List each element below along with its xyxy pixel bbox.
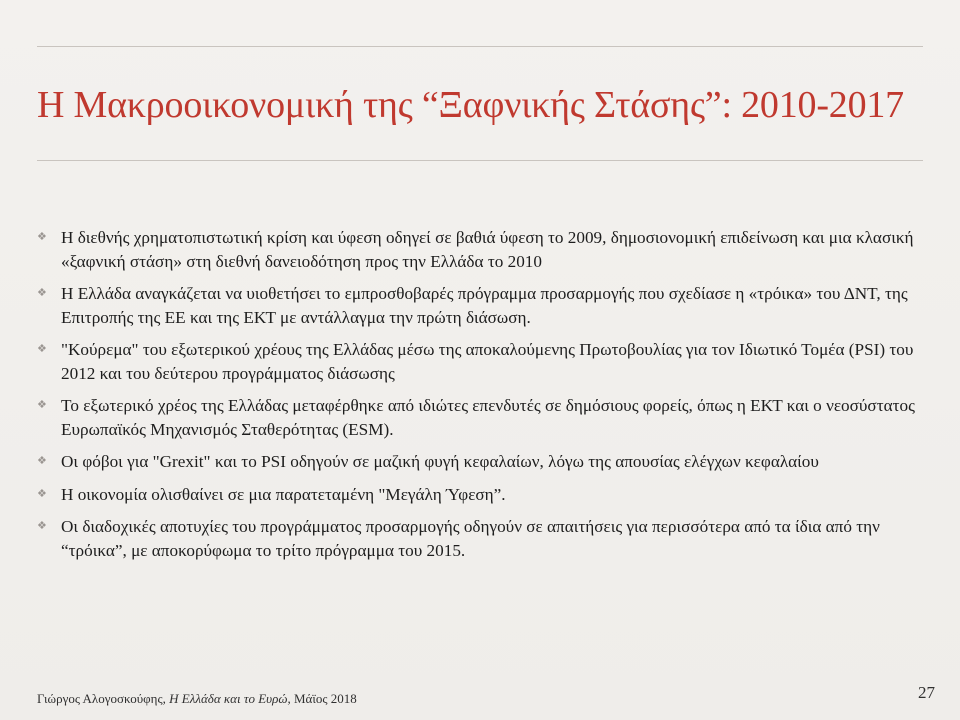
bullet-item — [37, 515, 917, 562]
bullet-text: Η οικονομία ολισθαίνει σε μια παρατεταμένη "Μεγάλη Ύφεση”. — [61, 484, 506, 504]
footer-date: Μάϊος 2018 — [293, 691, 357, 706]
diamond-bullet-icon: ❖ — [37, 455, 47, 467]
slide-title: Η Μακροοικονομική της “Ξαφνικής Στάσης”: 2010-2017 — [37, 84, 904, 126]
diamond-bullet-icon: ❖ — [37, 399, 47, 411]
footer-author: Γιώργος Αλογοσκούφης, — [37, 691, 166, 706]
bullet-item — [37, 282, 917, 329]
bullet-item — [37, 483, 917, 507]
footer — [37, 691, 357, 707]
diamond-bullet-icon: ❖ — [37, 520, 47, 532]
bullet-text: Η Ελλάδα αναγκάζεται να υιοθετήσει το εμπροσθοβαρές πρόγραμμα προσαρμογής που σχεδίασε η «τρόικα» του ΔΝΤ, της Επιτροπής της ΕΕ και της ΕΚΤ με αντάλλαγμα την πρώτη διάσωση. — [61, 284, 908, 327]
bullet-item — [37, 338, 917, 385]
title-divider — [37, 160, 923, 161]
diamond-bullet-icon: ❖ — [37, 231, 47, 243]
bullet-item — [37, 394, 917, 441]
diamond-bullet-icon: ❖ — [37, 487, 47, 500]
bullet-text: Οι διαδοχικές αποτυχίες του προγράμματος προσαρμογής οδηγούν σε απαιτήσεις για περισσότερα από τα ίδια από την “τρόικα”, με αποκορύφωμα το τρίτο πρόγραμμα του 2015. — [61, 517, 880, 560]
page-number: 27 — [918, 683, 935, 702]
bullet-text: Οι φόβοι για "Grexit" και το PSI οδηγούν σε μαζική φυγή κεφαλαίων, λόγω της απουσίας ελέγχων κεφαλαίου — [61, 452, 819, 471]
bullet-text: Το εξωτερικό χρέος της Ελλάδας μεταφέρθηκε από ιδιώτες επενδυτές σε δημόσιους φορείς, όπως η ΕΚΤ και ο νεοσύστατος Ευρωπαϊκός Μηχανισμός Σταθερότητας (ESM). — [61, 396, 915, 439]
bullet-item — [37, 450, 917, 474]
footer-book-title: Η Ελλάδα και το Ευρώ, — [169, 691, 291, 706]
diamond-bullet-icon: ❖ — [37, 343, 47, 355]
bullet-text: "Κούρεμα" του εξωτερικού χρέους της Ελλάδας μέσω της αποκαλούμενης Πρωτοβουλίας για τον Ιδιωτικό Τομέα (PSI) του 2012 και του δεύτερου προγράμματος διάσωσης — [61, 340, 914, 383]
bullet-text: Η διεθνής χρηματοπιστωτική κρίση και ύφεση οδηγεί σε βαθιά ύφεση το 2009, δημοσιονομική επιδείνωση και μια κλασική «ξαφνική στάση» στη διεθνή δανειοδότηση προς την Ελλάδα το 2010 — [61, 228, 914, 271]
diamond-bullet-icon: ❖ — [37, 287, 47, 299]
bullet-item — [37, 226, 917, 273]
top-divider — [37, 46, 923, 47]
bullet-list — [37, 226, 917, 571]
